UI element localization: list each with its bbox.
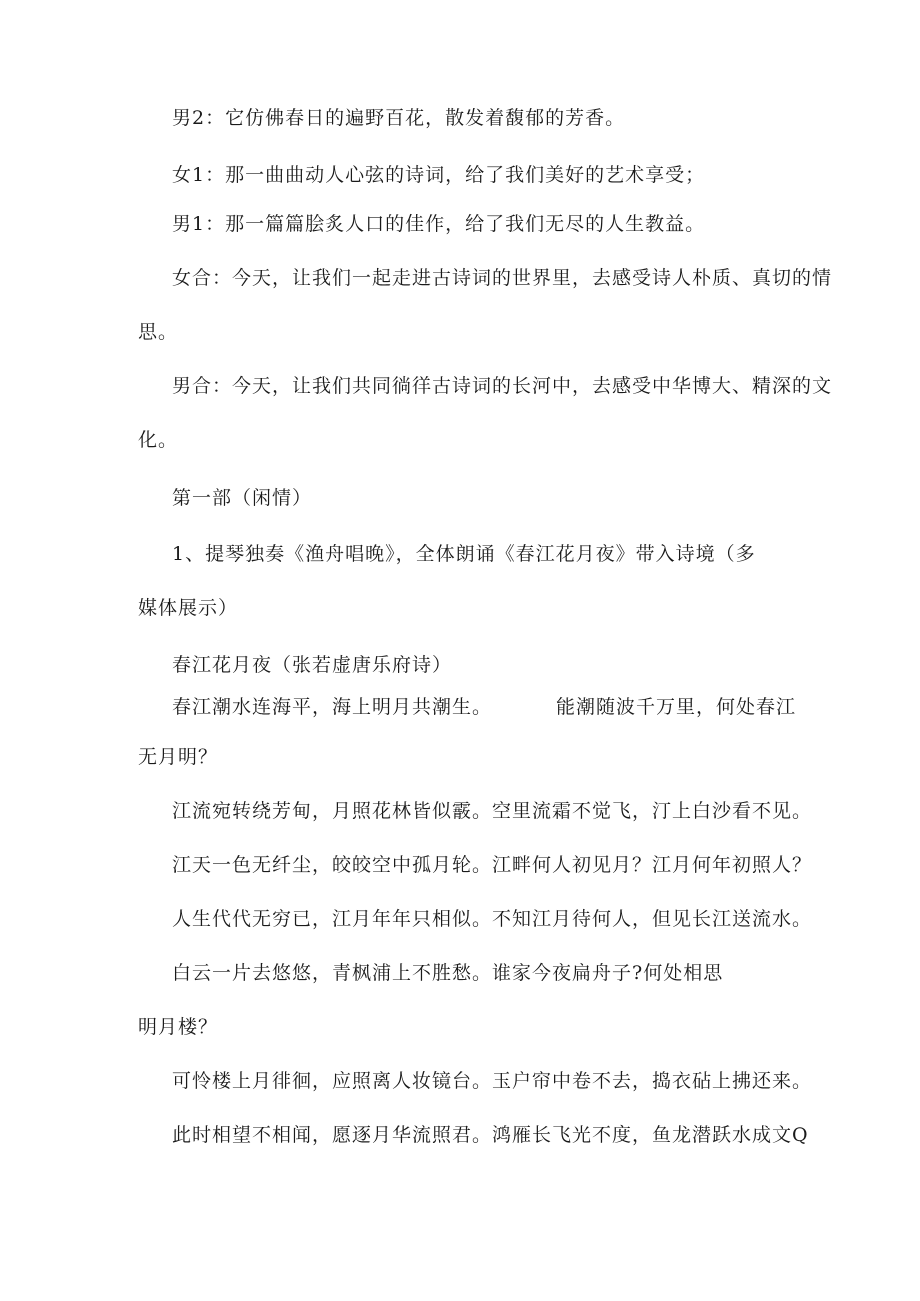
dialogue-male-1: 男1：那一篇篇脍炙人口的佳作，给了我们无尽的人生教益。 [172, 213, 706, 235]
poem-line-1-first-half: 春江潮水连海平，海上明月共潮生。 [172, 696, 493, 718]
poem-title: 春江花月夜（张若虚唐乐府诗） [172, 654, 453, 676]
poem-line-5-cont: 明月楼？ [138, 1016, 219, 1038]
poem-line-6: 可怜楼上月徘徊，应照离人妆镜台。玉户帘中卷不去，捣衣砧上拂还来。 [172, 1070, 813, 1092]
poem-line-1 [172, 695, 796, 719]
program-item-1-cont: 媒体展示） [138, 597, 239, 619]
section-heading: 第一部（闲情） [172, 487, 313, 509]
poem-line-5: 白云一片去悠悠，青枫浦上不胜愁。谁家今夜扁舟子?何处相思 [172, 962, 724, 984]
dialogue-male-2: 男2：它仿佛春日的遍野百花，散发着馥郁的芳香。 [172, 107, 626, 129]
dialogue-male-chorus: 男合：今天，让我们共同徜徉古诗词的长河中，去感受中华博大、精深的文 [172, 375, 833, 397]
dialogue-male-chorus-cont: 化。 [138, 429, 179, 451]
dialogue-female-chorus: 女合：今天，让我们一起走进古诗词的世界里，去感受诗人朴质、真切的情 [172, 267, 833, 289]
poem-line-4: 人生代代无穷已，江月年年只相似。不知江月待何人，但见长江送流水。 [172, 908, 813, 930]
program-item-1: 1、提琴独奏《渔舟唱晚》，全体朗诵《春江花月夜》带入诗境（多 [172, 543, 756, 565]
poem-line-1-cont: 无月明？ [138, 746, 219, 768]
poem-line-1-second-half: 能潮随波千万里，何处春江 [556, 696, 797, 718]
poem-line-7: 此时相望不相闻，愿逐月华流照君。鸿雁长飞光不度，鱼龙潜跃水成文Q [172, 1124, 809, 1146]
dialogue-female-chorus-cont: 思。 [138, 321, 179, 343]
poem-line-2: 江流宛转绕芳甸，月照花林皆似霰。空里流霜不觉飞，汀上白沙看不见。 [172, 800, 813, 822]
dialogue-female-1: 女1：那一曲曲动人心弦的诗词，给了我们美好的艺术享受； [172, 164, 706, 186]
poem-line-3: 江天一色无纤尘，皎皎空中孤月轮。江畔何人初见月？江月何年初照人？ [172, 854, 813, 876]
